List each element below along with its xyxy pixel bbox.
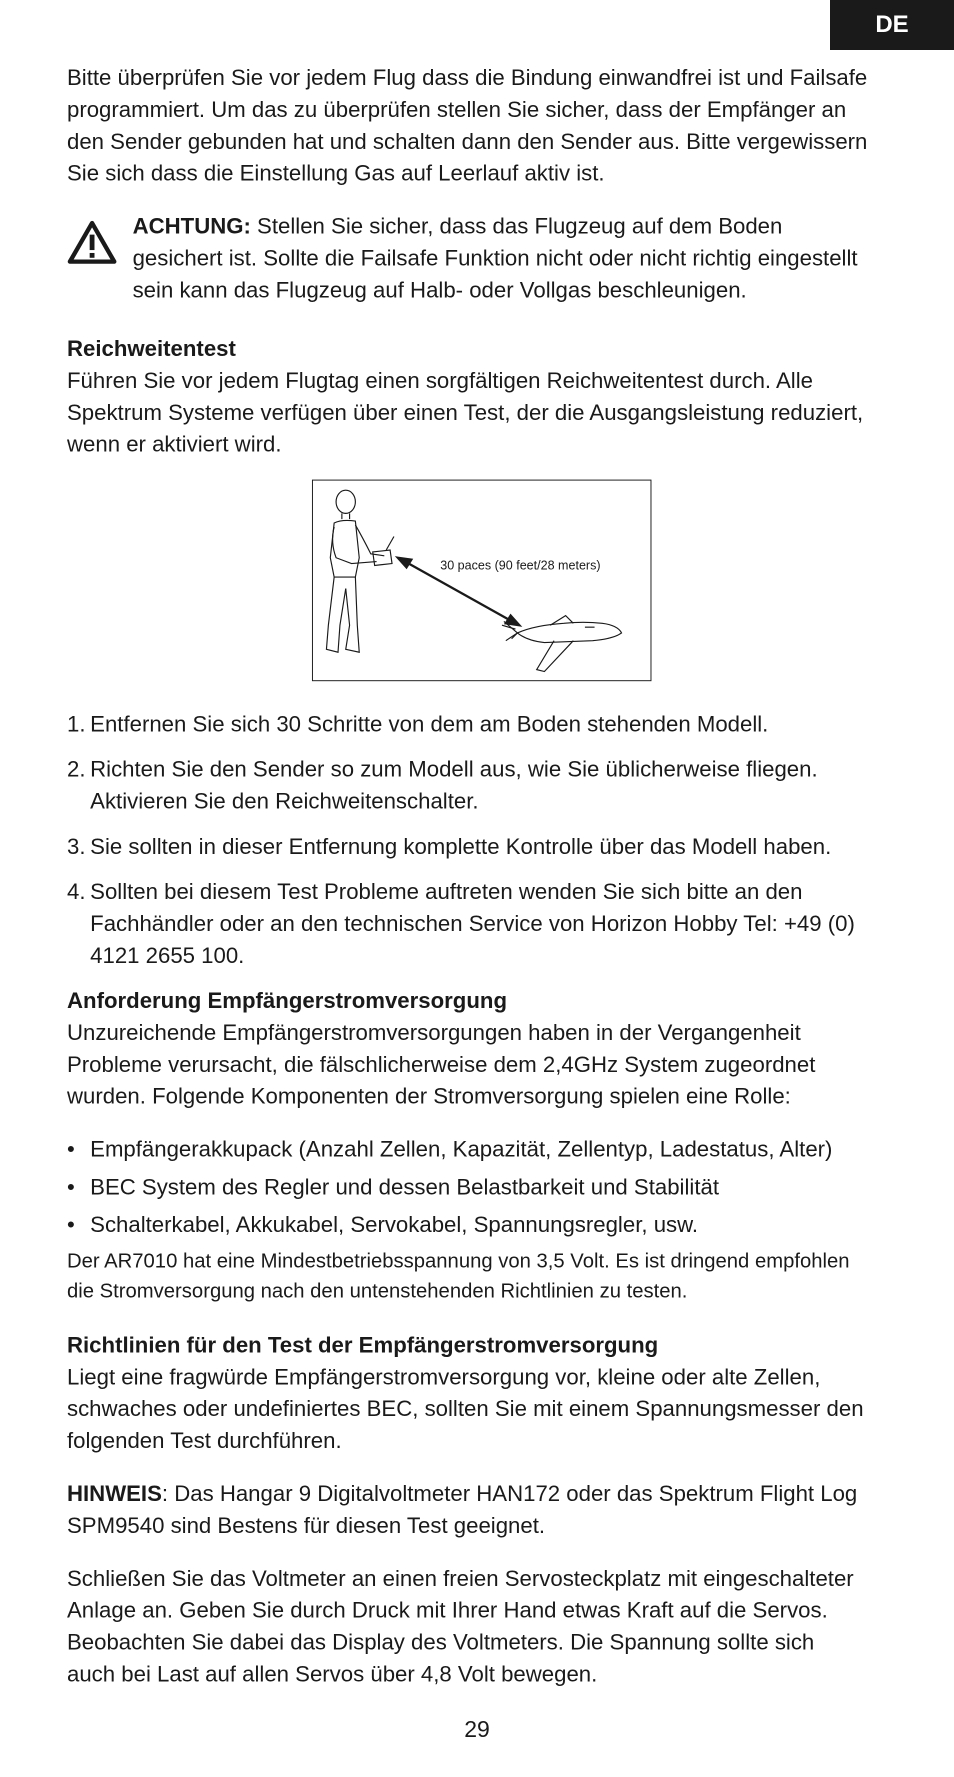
step-item (67, 831, 867, 863)
voltmeter-instructions: Schließen Sie das Voltmeter an einen freien Servosteckplatz mit eingeschalteter Anlage an. Geben Sie durch Druck mit Ihrer Hand etwas Kraft auf die Servos. Beobachten Sie dabei das Display des Voltmeters. Die Spannung sollte sich auch bei Last auf allen Servos über 4,8 Volt bewegen. (67, 1565, 854, 1687)
list-item-text: Schalterkabel, Akkukabel, Servokabel, Spannungsregler, usw. (90, 1211, 699, 1237)
range-test-illustration (312, 480, 651, 682)
range-test-drawing (313, 481, 651, 681)
list-item (67, 1209, 867, 1241)
step-text: Richten Sie den Sender so zum Modell aus, wie Sie üblicherweise fliegen. Aktivieren Sie den Reichweitenschalter. (90, 756, 818, 814)
pilot-figure (326, 490, 394, 652)
guidelines-heading: Richtlinien für den Test der Empfängerstromversorgung (67, 1332, 659, 1358)
list-item-text: BEC System des Regler und dessen Belastbarkeit und Stabilität (90, 1174, 720, 1200)
warning-body: Stellen Sie sicher, dass das Flugzeug auf dem Boden gesichert ist. Sollte die Failsafe Funktion nicht oder nicht richtig eingestellt sein kann das Flugzeug auf Halb- oder Vollgas beschleunigen. (132, 213, 858, 303)
range-test-text: Führen Sie vor jedem Flugtag einen sorgfältigen Reichweitentest durch. Alle Spektrum Systeme verfügen über einen Test, der die Ausgangsleistung reduziert, wenn er aktiviert wird. (67, 367, 864, 457)
language-tab: DE (830, 0, 954, 50)
step-number: 1. (67, 711, 86, 737)
bullet-icon: • (67, 1211, 75, 1237)
distance-label: 30 paces (90 feet/28 meters) (440, 557, 601, 573)
list-item (67, 1134, 867, 1166)
range-test-heading: Reichweitentest (67, 335, 236, 361)
power-heading: Anforderung Empfängerstromversorgung (67, 987, 508, 1013)
step-text: Entfernen Sie sich 30 Schritte von dem am Boden stehenden Modell. (90, 711, 769, 737)
page-number: 29 (464, 1716, 490, 1742)
range-test-figure-wrap (67, 480, 867, 682)
page-content (67, 62, 867, 1690)
warning-block (67, 211, 867, 306)
bullet-icon: • (67, 1136, 75, 1162)
hint-label: HINWEIS (67, 1480, 162, 1506)
bullet-icon: • (67, 1174, 75, 1200)
power-components-list (67, 1134, 867, 1241)
warning-triangle-icon (67, 220, 117, 264)
list-item-text: Empfängerakkupack (Anzahl Zellen, Kapazität, Zellentyp, Ladestatus, Alter) (90, 1136, 833, 1162)
power-note: Der AR7010 hat eine Mindestbetriebsspannung von 3,5 Volt. Es ist dringend empfohlen die Stromversorgung nach den untenstehenden Richtlinien zu testen. (67, 1250, 850, 1303)
intro-paragraph: Bitte überprüfen Sie vor jedem Flug dass die Bindung einwandfrei ist und Failsafe programmiert. Um das zu überprüfen stellen Sie sicher, dass der Empfänger an den Sender gebunden hat und schalten dann den Sender aus. Bitte vergewissern Sie sich dass die Einstellung Gas auf Leerlauf aktiv ist. (67, 64, 868, 186)
step-item (67, 708, 867, 740)
guidelines-text: Liegt eine fragwürde Empfängerstromversorgung vor, kleine oder alte Zellen, schwaches oder undefiniertes BEC, sollten Sie mit einem Spannungsmesser den folgenden Test durchführen. (67, 1364, 864, 1453)
range-test-steps (67, 708, 867, 971)
step-item (67, 754, 867, 818)
step-item (67, 876, 867, 971)
warning-text (133, 211, 868, 306)
hint-text: : Das Hangar 9 Digitalvoltmeter HAN172 oder das Spektrum Flight Log SPM9540 sind Bestens für diesen Test geeignet. (67, 1480, 858, 1538)
step-text: Sollten bei diesem Test Probleme auftreten wenden Sie sich bitte an den Fachhändler oder an den technischen Service von Horizon Hobby Tel: +49 (0) 4121 2655 100. (90, 878, 855, 968)
power-text: Unzureichende Empfängerstromversorgungen haben in der Vergangenheit Probleme verursacht, die fälschlicherweise dem 2,4GHz System zugeordnet wurden. Folgende Komponenten der Stromversorgung spielen eine Rolle: (67, 1019, 816, 1109)
step-number: 4. (67, 878, 86, 904)
step-text: Sie sollten in dieser Entfernung komplette Kontrolle über das Modell haben. (90, 833, 832, 859)
list-item (67, 1171, 867, 1203)
warning-label: ACHTUNG: (132, 213, 251, 239)
step-number: 3. (67, 833, 86, 859)
hint-paragraph (67, 1478, 867, 1542)
airplane-model (502, 616, 622, 672)
step-number: 2. (67, 756, 86, 782)
